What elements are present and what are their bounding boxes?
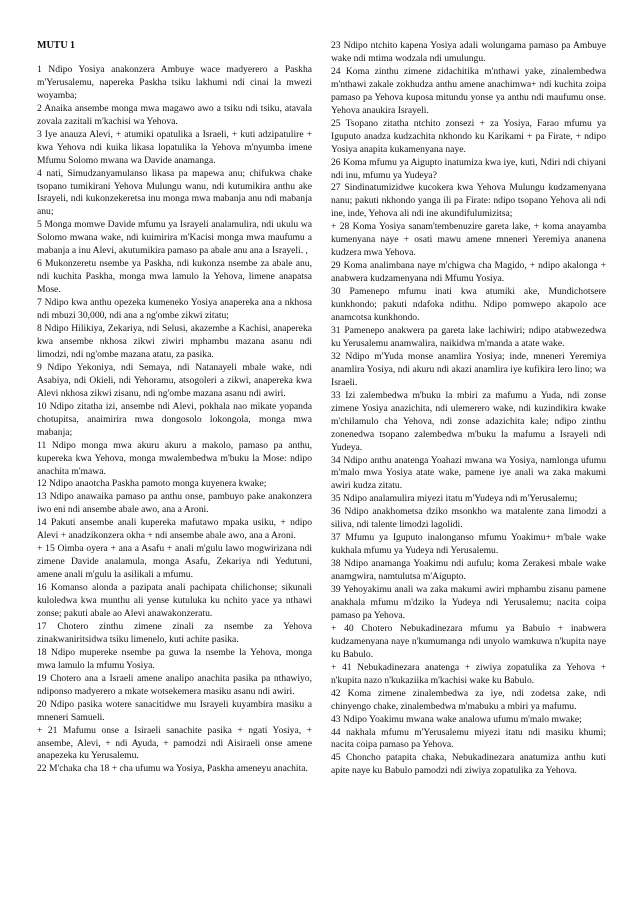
verse-paragraph: 25 Tsopano zitatha ntchito zonsezi + za Yosiya, Farao mfumu ya Iguputo anadza kudzachita nkhondo ku Karikami + pa Firate, + ndipo Yosiya anapita kukamenyana naye. [331,117,606,155]
verse-paragraph: 31 Pamenepo anakwera pa gareta lake lachiwiri; ndipo atabwezedwa ku Yerusalemu anamwalira, naikidwa m'manda a atate wake. [331,324,606,349]
verse-paragraph: + 41 Nebukadinezara anatenga + ziwiya zopatulika za Yehova + n'kupita nazo n'kukaziika m'kachisi wake ku Babulo. [331,661,606,686]
verse-paragraph: 10 Ndipo zitatha izi, ansembe ndi Alevi, pokhala nao mikate yopanda chotupitsa, anaimirira mwa dongosolo lokongola, monga mwa mabanja; [37,400,312,438]
verse-paragraph: 33 Izi zalembedwa m'buku la mbiri za mafumu a Yuda, ndi zonse zimene Yosiya anazichita, ndi ulemerero wake, ndi kuzindikira kwake m'chilamulo cha Yehova, ndi zonse adazichita kale; ndipo zinthu zonenedwa tsopano zalembedwa m'buku la mafumu a Israyeli ndi Yudeya. [331,389,606,453]
verse-paragraph: 43 Ndipo Yoakimu mwana wake analowa ufumu m'malo mwake; [331,713,582,725]
verse-paragraph: 3 Iye anauza Alevi, + atumiki opatulika a Israeli, + kuti adzipatulire + kwa Yehova ndi kuika likasa lopatulika la Yehova m'nyumba imene Mfumu Solomo mwana wa Davide anamanga. [37,128,312,166]
verse-paragraph: 39 Yehoyakimu anali wa zaka makumi awiri mphambu zisanu pamene anakhala mfumu m'dziko la Yudeya ndi Yerusalemu; nacita coipa pamaso pa Yehova. [331,584,606,621]
verse-paragraph: + 21 Mafumu onse a Isiraeli sanachite pasika + ngati Yosiya, + ansembe, Alevi, + ndi Ayuda, + pamodzi ndi Aisiraeli onse amene anapezeka ku Yerusalemu. [37,724,312,762]
verse-paragraph: 37 Mfumu ya Iguputo inalonganso mfumu Yoakimu+ m'bale wake kukhala mfumu ya Yudeya ndi Yerusalemu. [331,532,606,557]
verse-paragraph: 17 Chotero zinthu zimene zinali za nsembe za Yehova zinakwaniritsidwa tsiku limenelo, kuti achite pasika. [37,620,312,645]
right-column [331,40,606,778]
verse-paragraph: 5 Monga momwe Davide mfumu ya Israyeli analamulira, ndi ukulu wa Solomo mwana wake, ndi kuimirira m'Kacisi monga mwa maufumu a mabanja a inu Alevi, akutumikira pamaso pa abale anu ana a Israyeli. , [37,219,312,257]
right-verses [331,40,606,778]
left-verses [37,64,312,776]
verse-paragraph: 2 Anaika ansembe monga mwa magawo awo a tsiku ndi tsiku, atavala zovala zazitali m'kachisi wa Yehova. [37,102,312,127]
verse-paragraph: 23 Ndipo ntchito kapena Yosiya adali wolungama pamaso pa Ambuye wake ndi mtima wodzala ndi umulungu. [331,40,606,64]
verse-paragraph: 26 Koma mfumu ya Aigupto inatumiza kwa iye, kuti, Ndiri ndi chiyani ndi inu, mfumu ya Yudeya? [331,156,606,181]
verse-paragraph: + 15 Oimba oyera + ana a Asafu + anali m'gulu lawo mogwirizana ndi zimene Davide analamula, monga Asafu, Zekariya ndi Yedutuni, amene anali m'gulu la asilikali a mfumu. [37,543,312,581]
verse-paragraph: 11 Ndipo monga mwa akuru akuru a makolo, pamaso pa anthu, kupereka kwa Yehova, monga mwalembedwa m'buku la Mose: ndipo anachita m'mawa. [37,439,312,477]
verse-paragraph: 29 Koma analimbana naye m'chigwa cha Magido, + ndipo akalonga + anabwera kudzamenyana ndi Mfumu Yosiya. [331,260,606,285]
verse-paragraph: 35 Ndipo analamulira miyezi itatu m'Yudeya ndi m'Yerusalemu; [331,493,578,505]
verse-paragraph: 38 Ndipo anamanga Yoakimu ndi aufulu; koma Zerakesi mbale wake anamgwira, namtulutsa m'Aigupto. [331,558,606,583]
verse-paragraph: 12 Ndipo anaotcha Paskha pamoto monga kuyenera kwake; [37,478,267,490]
verse-paragraph: 34 Ndipo anthu anatenga Yoahazi mwana wa Yosiya, namlonga ufumu m'malo mwa Yosiya atate wake, pamene iye anali wa zaka makumi awiri kudza zitatu. [331,454,606,492]
verse-paragraph: 22 M'chaka cha 18 + cha ufumu wa Yosiya, Paskha ameneyu anachita. [37,763,308,775]
verse-paragraph: 44 nakhala mfumu m'Yerusalemu miyezi itatu ndi masiku khumi; nacita coipa pamaso pa Yehova. [331,726,606,751]
verse-paragraph: 8 Ndipo Hilikiya, Zekariya, ndi Selusi, akazembe a Kachisi, anapereka kwa ansembe nkhosa zikwi ziwiri mphambu mazana asanu ndi limodzi, ndi ng'ombe mazana atatu, za pasika. [37,323,312,360]
verse-paragraph: + 28 Koma Yosiya sanam'tembenuzire gareta lake, + koma anayamba kumenyana naye + osati mawu amene mneneri Yeremiya ananena kudzera mwa Yehova. [331,221,606,259]
verse-paragraph: 42 Koma zimene zinalembedwa za iye, ndi zodetsa zake, ndi chinyengo chake, zinalembedwa m'mabuku a mbiri ya mafumu. [331,687,606,712]
verse-paragraph: 32 Ndipo m'Yuda monse anamlira Yosiya; inde, mneneri Yeremiya anamlira Yosiya, ndi akuru ndi akazi anamlira iye kufikira lero lino; wa Israeli. [331,350,606,388]
verse-paragraph: 7 Ndipo kwa anthu opezeka kumeneko Yosiya anapereka ana a nkhosa ndi mbuzi 30,000, ndi ana a ng'ombe zikwi zitatu; [37,297,312,322]
verse-paragraph: 1 Ndipo Yosiya anakonzera Ambuye wace madyerero a Paskha m'Yerusalemu, napereka Paskha tsiku lakhumi ndi cinai la mwezi woyamba; [37,63,312,101]
verse-paragraph: 4 nati, Simudzanyamulanso likasa pa mapewa anu; chifukwa chake tsopano tumikirani Yehova Mulungu wanu, ndi kutumikira anthu ake Israyeli, ndi kukonzekeretsa inu monga mwa mabanja anu ndi mabanja anu; [37,167,312,218]
verse-paragraph: 36 Ndipo anakhometsa dziko msonkho wa matalente zana limodzi a siliva, ndi talente limodzi lagolidi. [331,506,606,531]
verse-paragraph: 30 Pamenepo mfumu inati kwa atumiki ake, Mundichotsere kunkhondo; pakuti ndafoka ndithu. Ndipo pomwepo akapolo ace anamcotsa kunkhondo. [331,286,606,324]
verse-paragraph: 14 Pakuti ansembe anali kupereka mafutawo mpaka usiku, + ndipo Alevi + anadzikonzera okha + ndi ansembe abale awo, ana a Aroni. [37,517,312,542]
verse-paragraph: 9 Ndipo Yekoniya, ndi Semaya, ndi Natanayeli mbale wake, ndi Asabiya, ndi Okieli, ndi Yehoramu, atsogoleri a zikwi, anapereka kwa Alevi nkhosa zikwi zisanu, ndi ng'ombe mazana asanu ndi awiri. [37,361,312,399]
verse-paragraph: 18 Ndipo mupereke nsembe pa guwa la nsembe la Yehova, monga mwa lamulo la mfumu Yosiya. [37,646,312,671]
verse-paragraph: + 40 Chotero Nebukadinezara mfumu ya Babulo + inabwera kudzamenyana naye n'kumumanga ndi unyolo wamkuwa n'kupita naye ku Babulo. [331,622,606,660]
chapter-title: MUTU 1 [37,40,76,51]
left-column [37,40,312,776]
verse-paragraph: 19 Chotero ana a Israeli amene analipo anachita pasika pa nthawiyo, ndiponso madyerero a mkate wotsekemera masiku asanu ndi awiri. [37,672,312,697]
verse-paragraph: 27 Sindinatumizidwe kucokera kwa Yehova Mulungu kudzamenyana nanu; pakuti nkhondo yanga ili pa Firate: ndipo tsopano Yehova ali ndi ine, inde, Yehova ali ndi ine akundifulumizitsa; [331,182,606,220]
verse-paragraph: 6 Mukonzeretu nsembe ya Paskha, ndi kukonza nsembe za abale anu, ndi kuchita Paskha, monga mwa lamulo la Yehova, limene anapatsa Mose. [37,258,312,296]
verse-paragraph: 45 Choncho patapita chaka, Nebukadinezara anatumiza anthu kuti apite naye ku Babulo pamodzi ndi ziwiya zopatulika za Yehova. [331,752,606,777]
verse-paragraph: 13 Ndipo anawaika pamaso pa anthu onse, pambuyo pake anakonzera iwo eni ndi ansembe abale awo, ana a Aroni. [37,491,312,516]
verse-paragraph: 24 Koma zinthu zimene zidachitika m'nthawi yake, zinalembedwa m'nthawi zakale zokhudza anthu amene anachimwa+ ndi kuchita zoipa pamaso pa Yehova kuposa mitundu yonse ya anthu ndi maufumu onse. Yehova anaukira Israyeli. [331,65,606,116]
verse-paragraph: 20 Ndipo pasika wotere sanacitidwe mu Israyeli kuyambira masiku a mneneri Samueli. [37,698,312,723]
verse-paragraph: 16 Komanso alonda a pazipata anali pachipata chilichonse; sikunali kuloledwa kwa munthu ali yense kutuluka ku nchito yace ya nthawi zonse; pakuti abale ao Alevi anawakonzeratu. [37,582,312,619]
